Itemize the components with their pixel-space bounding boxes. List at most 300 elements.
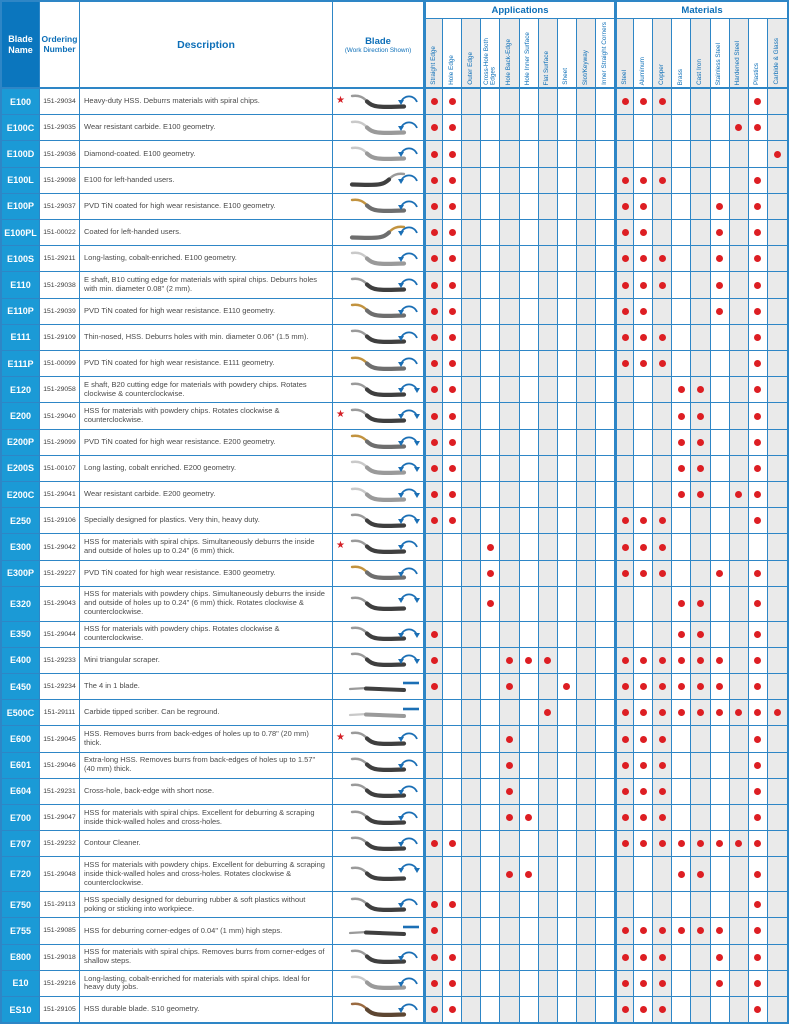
application-cell-slot-keyway [577,508,596,533]
material-cell-stainless-steel [711,508,730,533]
blade-name-cell: E200S [2,456,40,481]
application-cell-sheet [558,482,577,507]
material-cell-brass [672,115,691,140]
application-cell-straight-edge [424,168,443,193]
application-cell-inner-straight-corners [596,700,615,725]
application-cell-hole-back-edge [500,141,519,166]
material-cell-hardened-steel [730,622,749,647]
application-cell-hole-edge [443,726,462,751]
material-cell-stainless-steel [711,141,730,166]
applicable-dot [774,151,781,158]
material-cell-hardened-steel [730,700,749,725]
material-cell-hardened-steel [730,945,749,970]
table-row [2,508,787,534]
column-header-sheet [558,19,577,89]
materials-group-label: Materials [681,4,723,16]
material-cell-steel [615,351,634,376]
application-cell-cross-hole-both-edges [481,753,500,778]
application-cell-straight-edge [424,945,443,970]
column-header-label: Aluminum [638,56,646,85]
application-cell-hole-back-edge [500,246,519,271]
applicable-dot [640,177,647,184]
application-cell-cross-hole-both-edges [481,779,500,804]
column-header-label: Copper [657,64,665,85]
material-cell-cast-iron [691,299,710,324]
column-header-label: Sheet [562,68,570,85]
application-cell-outer-edge [462,299,481,324]
column-header-blade-name [2,2,40,89]
application-cell-sheet [558,622,577,647]
application-cell-hole-edge [443,482,462,507]
applicable-dot [506,736,513,743]
applicable-dot [659,255,666,262]
applicable-dot [697,386,704,393]
ordering-number-cell: 151-29047 [40,805,80,830]
ordering-number-cell: 151-29048 [40,857,80,891]
material-cell-copper [653,622,672,647]
application-cell-slot-keyway [577,587,596,621]
applicable-dot [754,413,761,420]
material-cell-stainless-steel [711,272,730,297]
applicable-dot [431,124,438,131]
application-cell-hole-inner-surface [520,674,539,699]
application-cell-straight-edge [424,351,443,376]
blade-name-cell: E10 [2,971,40,996]
ordering-number-cell: 151-00099 [40,351,80,376]
material-cell-steel [615,508,634,533]
application-cell-hole-back-edge [500,351,519,376]
material-cell-plastics [749,971,768,996]
material-cell-hardened-steel [730,805,749,830]
application-cell-hole-back-edge [500,918,519,943]
blade-name-cell: E100PL [2,220,40,245]
material-cell-carbide-glass [768,587,787,621]
material-cell-brass [672,918,691,943]
application-cell-inner-straight-corners [596,831,615,856]
blade-image-cell [333,779,424,804]
ordering-number-cell: 151-29233 [40,648,80,673]
application-cell-hole-inner-surface [520,220,539,245]
applicable-dot [659,657,666,664]
material-cell-carbide-glass [768,700,787,725]
applicable-dot [754,255,761,262]
material-cell-stainless-steel [711,997,730,1022]
application-cell-outer-edge [462,168,481,193]
application-cell-inner-straight-corners [596,857,615,891]
table-row [2,857,787,892]
blade-name-cell: E750 [2,892,40,917]
material-cell-steel [615,561,634,586]
material-cell-plastics [749,648,768,673]
applicable-dot [563,683,570,690]
column-header-plastics [749,19,768,89]
applicable-dot [449,203,456,210]
description-cell: HSS durable blade. S10 geometry. [80,997,333,1022]
column-header-label: Steel [620,70,628,85]
application-cell-outer-edge [462,89,481,114]
material-cell-copper [653,805,672,830]
application-cell-sheet [558,456,577,481]
work-direction-arrow-icon [397,143,421,162]
material-cell-hardened-steel [730,587,749,621]
description-cell: Specially designed for plastics. Very thin, heavy duty. [80,508,333,533]
application-cell-cross-hole-both-edges [481,945,500,970]
application-cell-sheet [558,272,577,297]
table-row [2,561,787,587]
applicable-dot [431,465,438,472]
material-cell-aluminum [634,700,653,725]
application-cell-sheet [558,220,577,245]
blade-name-cell: E500C [2,700,40,725]
material-cell-cast-iron [691,403,710,428]
material-cell-stainless-steel [711,403,730,428]
material-cell-stainless-steel [711,587,730,621]
application-cell-flat-surface [539,700,558,725]
applicable-dot [622,762,629,769]
application-cell-slot-keyway [577,351,596,376]
application-cell-inner-straight-corners [596,997,615,1022]
material-cell-hardened-steel [730,220,749,245]
blade-image-cell [333,89,424,114]
material-cell-brass [672,482,691,507]
application-cell-inner-straight-corners [596,726,615,751]
application-cell-flat-surface [539,430,558,455]
application-cell-hole-inner-surface [520,89,539,114]
material-cell-stainless-steel [711,220,730,245]
ordering-number-cell: 151-29037 [40,194,80,219]
blade-name-cell: E100D [2,141,40,166]
applicable-dot [449,1006,456,1013]
material-cell-cast-iron [691,997,710,1022]
application-cell-hole-inner-surface [520,971,539,996]
description-cell: Heavy-duty HSS. Deburrs materials with spiral chips. [80,89,333,114]
material-cell-carbide-glass [768,971,787,996]
material-cell-stainless-steel [711,115,730,140]
applicable-dot [659,954,666,961]
application-cell-hole-edge [443,141,462,166]
material-cell-hardened-steel [730,430,749,455]
application-cell-hole-back-edge [500,430,519,455]
material-cell-plastics [749,115,768,140]
application-cell-hole-back-edge [500,220,519,245]
material-cell-cast-iron [691,587,710,621]
application-cell-straight-edge [424,89,443,114]
application-cell-cross-hole-both-edges [481,971,500,996]
material-cell-carbide-glass [768,831,787,856]
application-cell-cross-hole-both-edges [481,857,500,891]
ordering-number-cell: 151-29098 [40,168,80,193]
material-cell-cast-iron [691,831,710,856]
applicable-dot [622,954,629,961]
table-row [2,971,787,997]
material-cell-carbide-glass [768,482,787,507]
application-cell-hole-inner-surface [520,168,539,193]
application-cell-hole-edge [443,403,462,428]
application-cell-inner-straight-corners [596,194,615,219]
material-cell-cast-iron [691,534,710,559]
material-cell-carbide-glass [768,857,787,891]
blade-icon [347,920,409,942]
description-cell: E shaft, B20 cutting edge for materials with powdery chips. Rotates clockwise & counterclockwise. [80,377,333,402]
application-cell-hole-back-edge [500,892,519,917]
blade-image-cell [333,997,424,1022]
material-cell-stainless-steel [711,299,730,324]
applicable-dot [431,954,438,961]
application-cell-straight-edge [424,831,443,856]
ordering-number-cell: 151-29040 [40,403,80,428]
application-cell-sheet [558,831,577,856]
applicable-dot [659,980,666,987]
ordering-number-cell: 151-29105 [40,997,80,1022]
applicable-dot [640,203,647,210]
blade-image-cell [333,482,424,507]
material-cell-plastics [749,726,768,751]
applicable-dot [716,683,723,690]
material-cell-carbide-glass [768,325,787,350]
material-cell-carbide-glass [768,561,787,586]
material-cell-plastics [749,403,768,428]
application-cell-straight-edge [424,726,443,751]
applicable-dot [487,570,494,577]
work-direction-arrow-icon [397,947,421,966]
description-cell: PVD TiN coated for high wear resistance. E200 geometry. [80,430,333,455]
material-cell-plastics [749,168,768,193]
material-cell-copper [653,648,672,673]
applicable-dot [622,255,629,262]
application-cell-sheet [558,534,577,559]
application-cell-slot-keyway [577,115,596,140]
work-direction-arrow-icon [397,248,421,267]
application-cell-hole-edge [443,508,462,533]
ordering-number-cell: 151-29034 [40,89,80,114]
material-cell-hardened-steel [730,272,749,297]
material-cell-carbide-glass [768,674,787,699]
blade-name-cell: E100L [2,168,40,193]
application-cell-hole-back-edge [500,726,519,751]
application-cell-outer-edge [462,325,481,350]
material-cell-plastics [749,918,768,943]
applicable-dot [449,439,456,446]
application-cell-flat-surface [539,805,558,830]
material-cell-carbide-glass [768,753,787,778]
application-cell-flat-surface [539,403,558,428]
material-cell-aluminum [634,508,653,533]
applicable-dot [449,229,456,236]
applicable-dot [716,308,723,315]
material-cell-copper [653,892,672,917]
application-cell-straight-edge [424,220,443,245]
applicable-dot [640,360,647,367]
applicable-dot [754,631,761,638]
applicable-dot [754,927,761,934]
description-cell: Thin-nosed, HSS. Deburrs holes with min. diameter 0.06" (1.5 mm). [80,325,333,350]
material-cell-brass [672,351,691,376]
material-cell-carbide-glass [768,622,787,647]
applicable-dot [697,927,704,934]
work-direction-arrow-icon [397,196,421,215]
application-cell-outer-edge [462,945,481,970]
applicable-dot [431,927,438,934]
work-direction-arrow-icon [397,833,421,852]
applicable-dot [431,517,438,524]
material-cell-brass [672,456,691,481]
application-cell-inner-straight-corners [596,168,615,193]
application-cell-straight-edge [424,508,443,533]
description-cell: Long lasting, cobalt enriched. E200 geometry. [80,456,333,481]
blade-image-cell [333,272,424,297]
material-cell-copper [653,726,672,751]
description-cell: HSS for materials with spiral chips. Removes burrs from corner-edges of shallow steps. [80,945,333,970]
material-cell-hardened-steel [730,299,749,324]
applicable-dot [659,840,666,847]
application-cell-cross-hole-both-edges [481,403,500,428]
description-cell: HSS for deburring corner-edges of 0.04" (1 mm) high steps. [80,918,333,943]
application-cell-cross-hole-both-edges [481,430,500,455]
material-cell-cast-iron [691,971,710,996]
material-cell-carbide-glass [768,534,787,559]
table-row [2,892,787,918]
material-cell-plastics [749,622,768,647]
material-cell-carbide-glass [768,918,787,943]
blade-image-cell [333,299,424,324]
material-cell-aluminum [634,325,653,350]
description-cell: HSS for materials with powdery chips. Excellent for deburring & scraping inside thick-walled holes and cross-holes. Rotates clockwise & counterclockwise. [80,857,333,891]
material-cell-plastics [749,945,768,970]
rotate-both-directions-arrow-icon [397,510,421,529]
applicable-dot [622,282,629,289]
application-cell-hole-back-edge [500,779,519,804]
material-cell-stainless-steel [711,971,730,996]
application-cell-slot-keyway [577,805,596,830]
application-cell-hole-inner-surface [520,831,539,856]
application-cell-flat-surface [539,587,558,621]
rotate-both-directions-arrow-icon [397,859,421,878]
blade-name-cell: E110P [2,299,40,324]
table-row [2,89,787,115]
applicable-dot [735,124,742,131]
applicable-dot [754,840,761,847]
blade-name-cell: E111 [2,325,40,350]
material-cell-cast-iron [691,482,710,507]
blade-header-label: Blade [365,35,391,47]
material-cell-copper [653,561,672,586]
material-cell-carbide-glass [768,220,787,245]
applicable-dot [754,736,761,743]
applicable-dot [640,762,647,769]
applicable-dot [431,360,438,367]
material-cell-hardened-steel [730,351,749,376]
material-cell-carbide-glass [768,351,787,376]
material-cell-carbide-glass [768,89,787,114]
material-cell-carbide-glass [768,892,787,917]
application-cell-sheet [558,168,577,193]
material-cell-plastics [749,997,768,1022]
work-direction-arrow-icon [397,755,421,774]
material-cell-plastics [749,456,768,481]
application-cell-sheet [558,857,577,891]
application-cell-outer-edge [462,831,481,856]
application-cell-slot-keyway [577,674,596,699]
ordering-number-cell: 151-29058 [40,377,80,402]
rotate-both-directions-arrow-icon [397,484,421,503]
application-cell-hole-inner-surface [520,561,539,586]
material-cell-aluminum [634,805,653,830]
blade-name-cell: E450 [2,674,40,699]
application-cell-outer-edge [462,456,481,481]
application-cell-cross-hole-both-edges [481,805,500,830]
application-cell-straight-edge [424,892,443,917]
table-row [2,299,787,325]
application-cell-flat-surface [539,945,558,970]
application-cell-inner-straight-corners [596,805,615,830]
application-cell-sheet [558,430,577,455]
ordering-number-cell: 151-29043 [40,587,80,621]
applicable-dot [659,570,666,577]
application-cell-flat-surface [539,325,558,350]
rotate-both-directions-arrow-icon [397,458,421,477]
applicable-dot [622,657,629,664]
application-cell-flat-surface [539,997,558,1022]
table-row [2,918,787,944]
application-cell-cross-hole-both-edges [481,648,500,673]
table-row [2,648,787,674]
applicable-dot [716,927,723,934]
work-direction-arrow-icon [397,327,421,346]
material-cell-cast-iron [691,351,710,376]
application-cell-outer-edge [462,779,481,804]
applicable-dot [678,871,685,878]
application-cell-hole-edge [443,918,462,943]
applicable-dot [431,98,438,105]
application-cell-straight-edge [424,857,443,891]
material-cell-steel [615,779,634,804]
blade-name-cell: E111P [2,351,40,376]
application-cell-flat-surface [539,674,558,699]
application-cell-hole-back-edge [500,89,519,114]
material-cell-copper [653,831,672,856]
applicable-dot [754,570,761,577]
application-cell-hole-back-edge [500,753,519,778]
application-cell-straight-edge [424,430,443,455]
column-header-slot-keyway [577,19,596,89]
ordering-number-cell: 151-29113 [40,892,80,917]
material-cell-cast-iron [691,194,710,219]
application-cell-flat-surface [539,194,558,219]
applicable-dot [622,570,629,577]
application-cell-cross-hole-both-edges [481,299,500,324]
applicable-dot [697,871,704,878]
applicable-dot [754,439,761,446]
applicable-dot [431,229,438,236]
material-cell-copper [653,945,672,970]
applicable-dot [506,788,513,795]
applicable-dot [678,600,685,607]
material-cell-steel [615,299,634,324]
application-cell-slot-keyway [577,997,596,1022]
applicable-dot [754,600,761,607]
ordering-number-cell: 151-00107 [40,456,80,481]
application-cell-flat-surface [539,141,558,166]
column-header-outer-edge [462,19,481,89]
applicable-dot [431,255,438,262]
material-cell-carbide-glass [768,299,787,324]
application-cell-cross-hole-both-edges [481,168,500,193]
application-cell-hole-back-edge [500,805,519,830]
application-cell-straight-edge [424,918,443,943]
application-cell-inner-straight-corners [596,325,615,350]
applicable-dot [754,98,761,105]
material-cell-plastics [749,246,768,271]
